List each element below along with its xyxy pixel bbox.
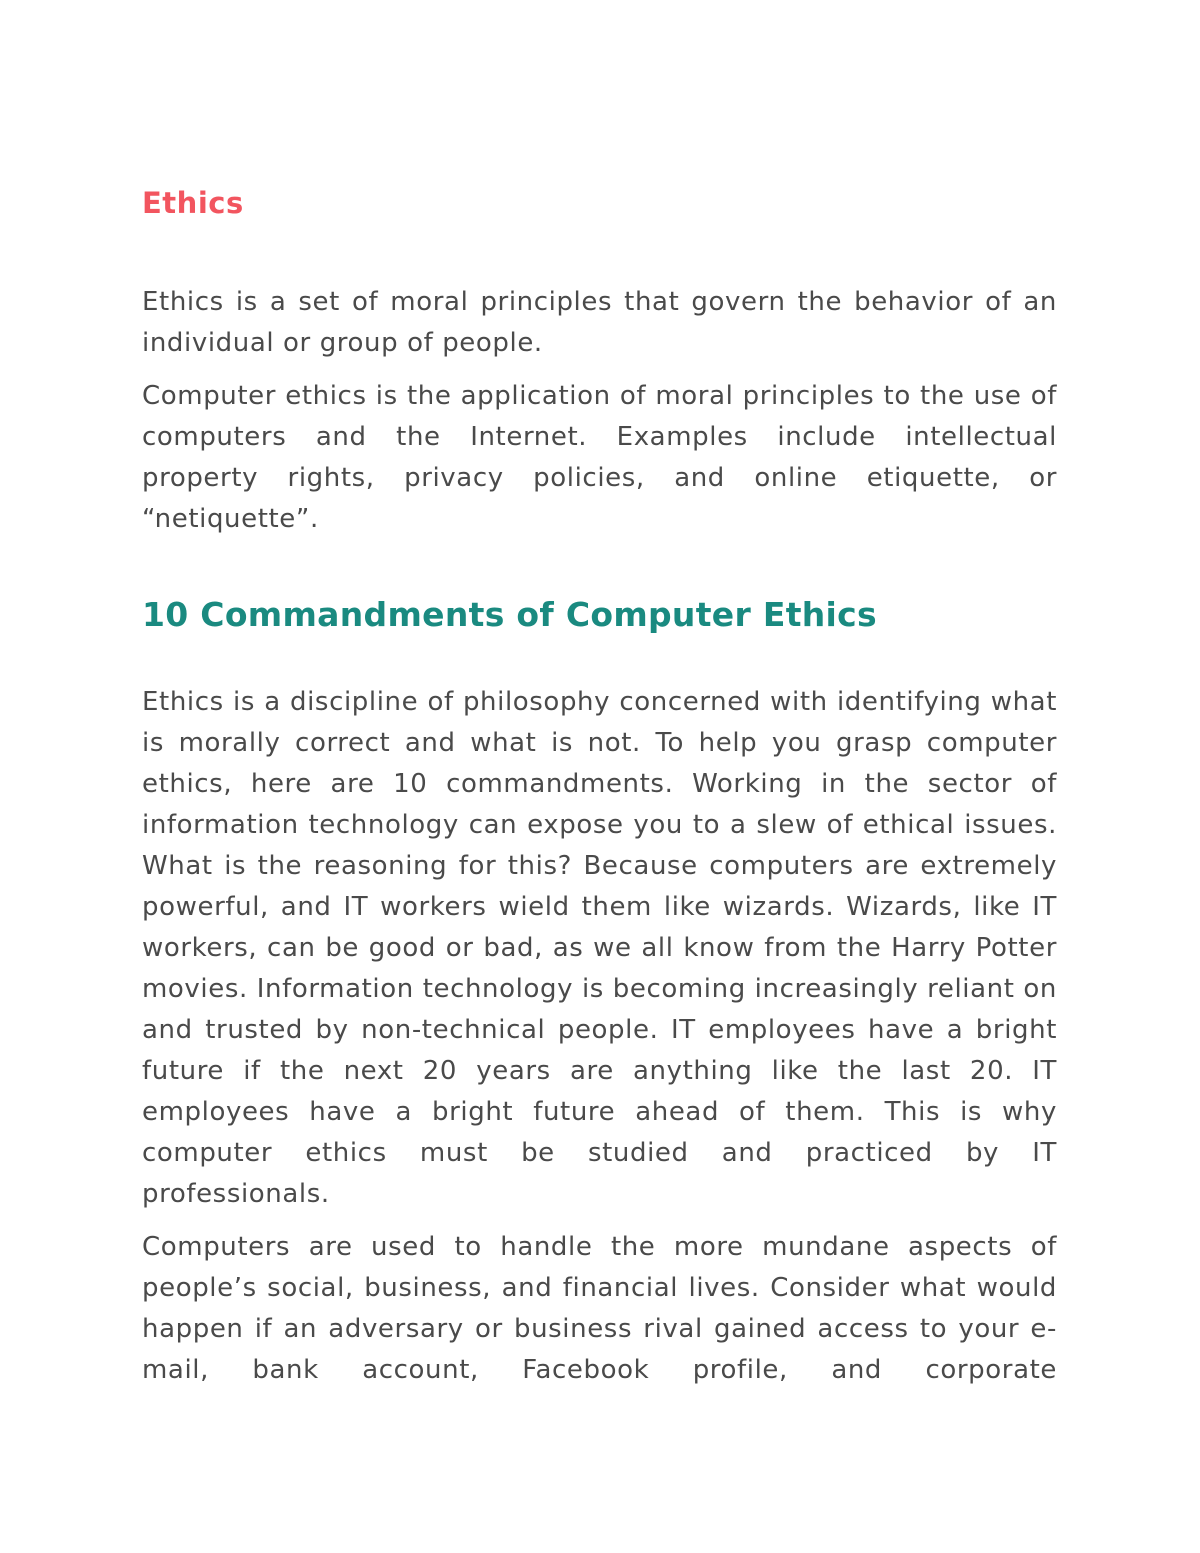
intro-paragraph-2: Computer ethics is the application of moral principles to the use of computers and the Internet. Examples include intellectual property rights, privacy policies, and online etiquette, or “netiquette”. <box>142 381 1057 534</box>
main-paragraph-2: Computers are used to handle the more mundane aspects of people’s social, business, and financial lives. Consider what would happen if an adversary or business rival gained access to your e-mail, bank account, Facebook profile, and corporate <box>142 1232 1057 1385</box>
section-heading: 10 Commandments of Computer Ethics <box>142 595 877 634</box>
intro-paragraph-1: Ethics is a set of moral principles that govern the behavior of an individual or group of people. <box>142 287 1057 358</box>
document-content <box>142 180 1057 1403</box>
document-title: Ethics <box>142 186 244 220</box>
main-paragraph-1: Ethics is a discipline of philosophy concerned with identifying what is morally correct and what is not. To help you grasp computer ethics, here are 10 commandments. Working in the sector of information technology can expose you to a slew of ethical issues. What is the reasoning for this? Because computers are extremely powerful, and IT workers wield them like wizards. Wizards, like IT workers, can be good or bad, as we all know from the Harry Potter movies. Information technology is becoming increasingly reliant on and trusted by non-technical people. IT employees have a bright future if the next 20 years are anything like the last 20. IT employees have a bright future ahead of them. This is why computer ethics must be studied and practiced by IT professionals. <box>142 687 1057 1209</box>
